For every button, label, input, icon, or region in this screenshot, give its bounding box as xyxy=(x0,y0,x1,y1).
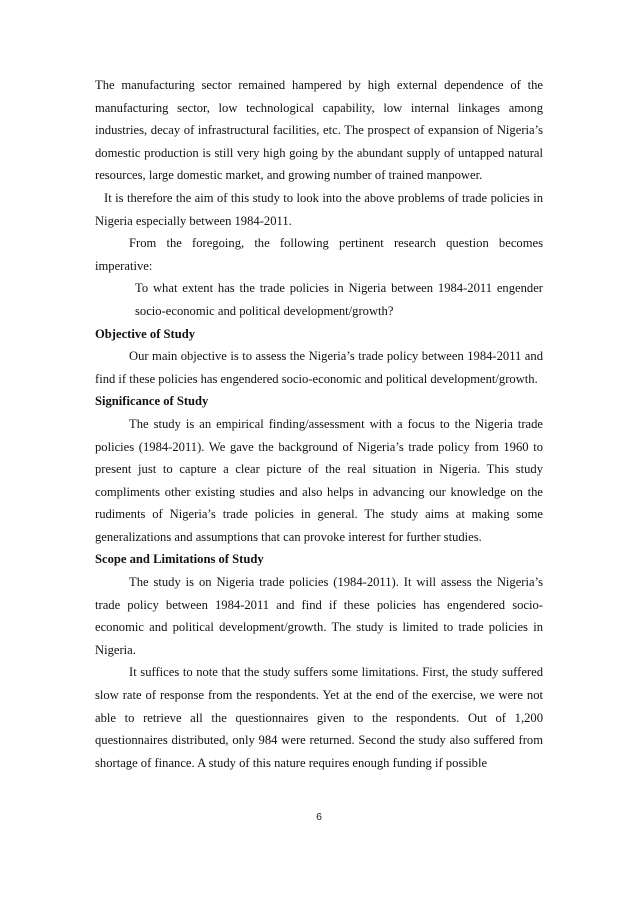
research-question: To what extent has the trade policies in Nigeria between 1984-2011 engender socio-economic and political development/growth? xyxy=(135,281,543,318)
paragraph-study-aim: It is therefore the aim of this study to look into the above problems of trade policies in Nigeria especially between 1984-2011. xyxy=(95,190,543,228)
heading-objective: Objective of Study xyxy=(95,326,196,341)
page-body xyxy=(95,74,543,774)
paragraph-research-question-intro: From the foregoing, the following pertinent research question becomes imperative: xyxy=(95,236,543,273)
heading-scope-limitations: Scope and Limitations of Study xyxy=(95,552,264,567)
paragraph-manufacturing: The manufacturing sector remained hampered by high external dependence of the manufacturing sector, low technological capability, low internal linkages among industries, decay of infrastructural facilities, etc. The prospect of expansion of Nigeria’s domestic production is still very high going by the abundant supply of untapped natural resources, large domestic market, and growing number of trained manpower. xyxy=(95,78,543,183)
heading-significance: Significance of Study xyxy=(95,394,209,409)
paragraph-scope: The study is on Nigeria trade policies (1984-2011). It will assess the Nigeria’s trade policy between 1984-2011 and find if these policies has engendered socio-economic and political development/growth. The study is limited to trade policies in Nigeria. xyxy=(95,575,543,657)
paragraph-objective: Our main objective is to assess the Nigeria’s trade policy between 1984-2011 and find if these policies has engendered socio-economic and political development/growth. xyxy=(95,349,543,386)
page-number: 6 xyxy=(316,811,322,823)
paragraph-significance: The study is an empirical finding/assessment with a focus to the Nigeria trade policies (1984-2011). We gave the background of Nigeria’s trade policy from 1960 to present just to capture a clear picture of the real situation in Nigeria. This study compliments other existing studies and also helps in advancing our knowledge on the rudiments of Nigeria’s trade policies in general. The study aims at making some generalizations and assumptions that can provoke interest for further studies. xyxy=(95,416,543,544)
paragraph-limitations: It suffices to note that the study suffers some limitations. First, the study suffered slow rate of response from the respondents. Yet at the end of the exercise, we were not able to retrieve all the questionnaires given to the respondents. Out of 1,200 questionnaires distributed, only 984 were returned. Second the study also suffered from shortage of finance. A study of this nature requires enough funding if possible xyxy=(95,665,543,770)
